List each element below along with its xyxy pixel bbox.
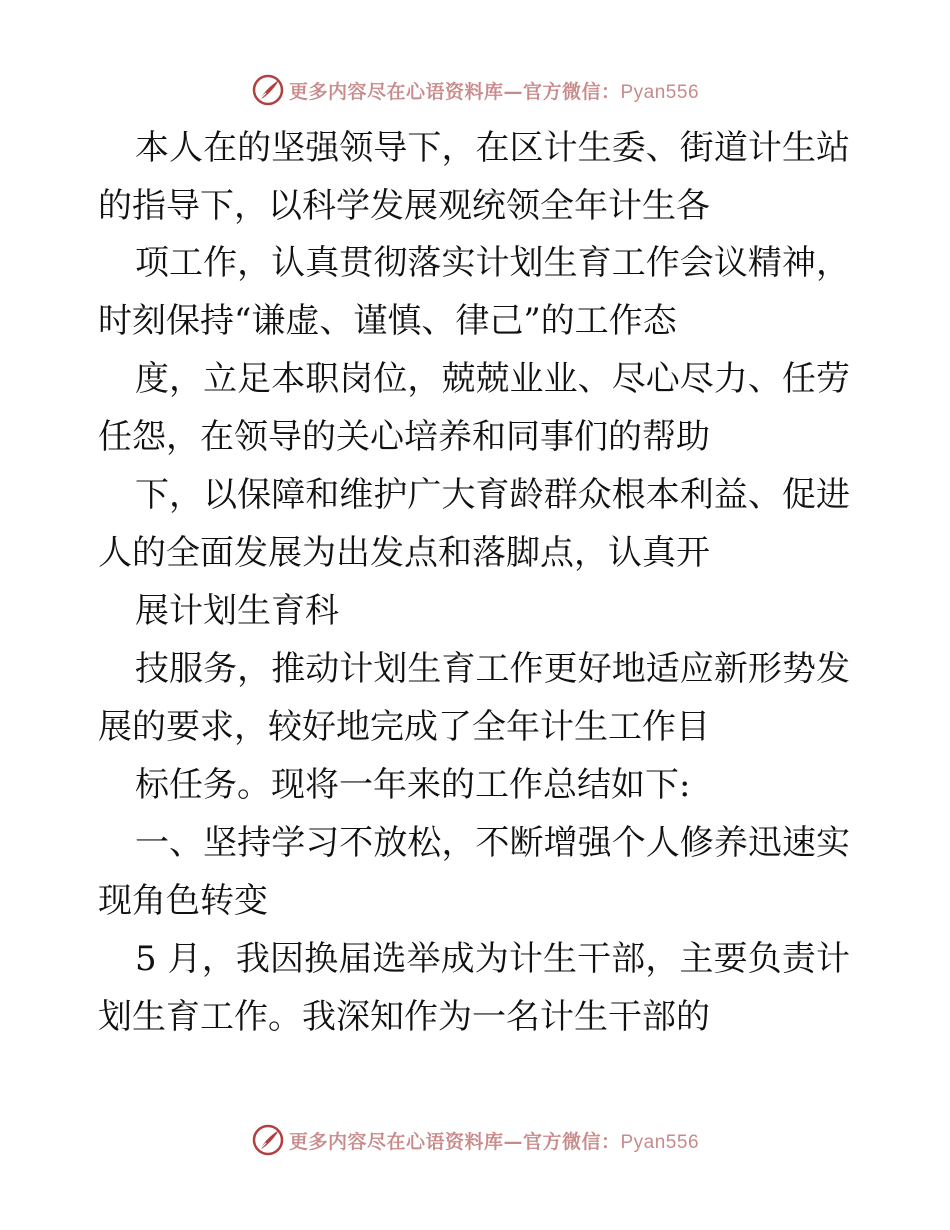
paragraph-line: 下，以保障和维护广大育龄群众根本利益、促进 (135, 475, 850, 515)
paragraph-line: 技服务，推动计划生育工作更好地适应新形势发 (135, 649, 850, 689)
footer-watermark (0, 1120, 950, 1160)
section-heading-line: 现角色转变 (98, 881, 268, 921)
paragraph-line: 时刻保持“谦虚、谨慎、律己”的工作态 (98, 301, 677, 341)
feather-pen-logo-icon (251, 1123, 285, 1157)
paragraph-line: 的指导下，以科学发展观统领全年计生各 (98, 186, 710, 226)
paragraph-line: 任怨，在领导的关心培养和同事们的帮助 (98, 417, 710, 457)
watermark-text: 更多内容尽在心语资料库—官方微信：Pyan556 (288, 1130, 700, 1153)
paragraph-line: 划生育工作。我深知作为一名计生干部的 (98, 997, 710, 1037)
paragraph-line: 人的全面发展为出发点和落脚点，认真开 (98, 533, 710, 573)
wechat-id: Pyan556 (620, 81, 700, 103)
section-heading-line: 一、坚持学习不放松，不断增强个人修养迅速实 (135, 823, 850, 863)
paragraph-line: 标任务。现将一年来的工作总结如下: (135, 765, 691, 805)
paragraph-line: 本人在的坚强领导下，在区计生委、街道计生站 (135, 128, 850, 168)
paragraph-line: 度，立足本职岗位，兢兢业业、尽心尽力、任劳 (135, 359, 850, 399)
watermark-text: 更多内容尽在心语资料库—官方微信：Pyan556 (288, 80, 700, 103)
paragraph-line: 项工作，认真贯彻落实计划生育工作会议精神， (135, 243, 850, 283)
paragraph-line: 展的要求，较好地完成了全年计生工作目 (98, 707, 710, 747)
wechat-id: Pyan556 (620, 1131, 700, 1153)
paragraph-line: 展计划生育科 (135, 591, 339, 631)
paragraph-line: 5 月，我因换届选举成为计生干部，主要负责计 (135, 939, 850, 979)
